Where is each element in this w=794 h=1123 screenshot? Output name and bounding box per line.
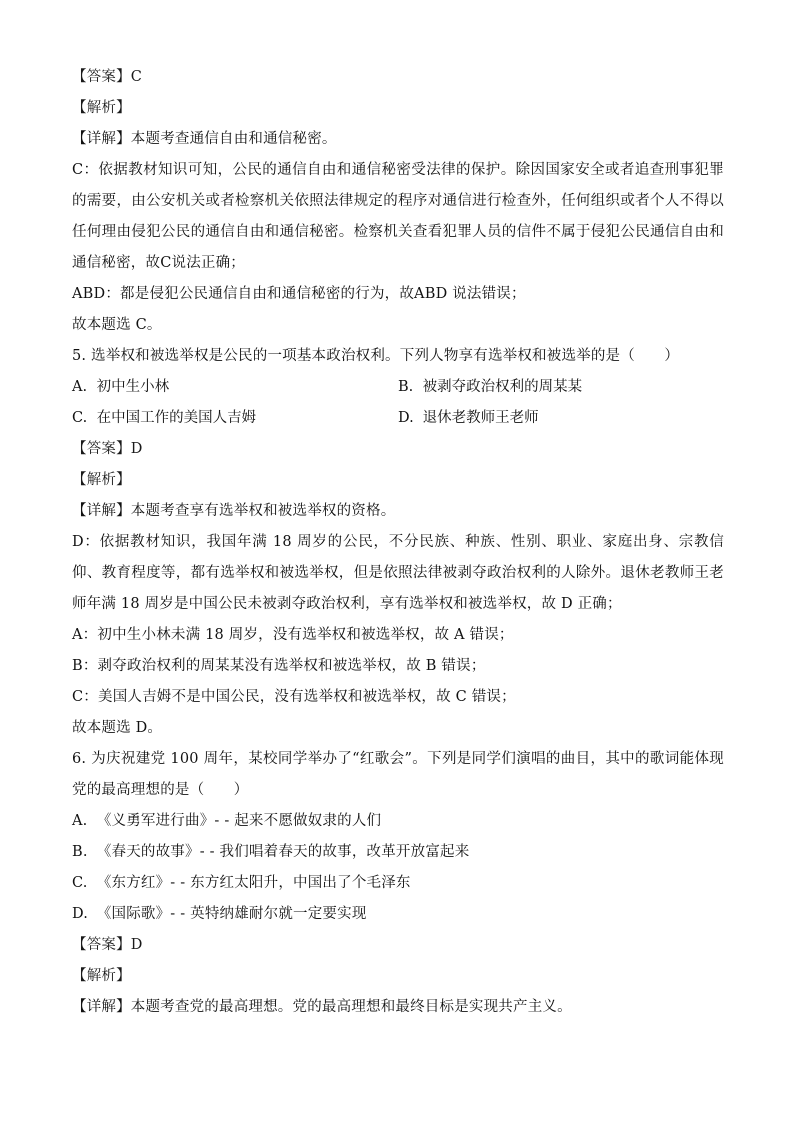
option-letter: D. xyxy=(72,906,89,922)
q6-option-a xyxy=(72,806,724,837)
q6-option-b xyxy=(72,837,724,868)
q6-option-d xyxy=(72,899,724,930)
q5-option-b xyxy=(398,372,724,403)
q6-detail: 【详解】本题考查党的最高理想。党的最高理想和最终目标是实现共产主义。 xyxy=(72,999,572,1015)
q4-analysis-heading: 【解析】 xyxy=(72,100,131,116)
q6-option-c xyxy=(72,868,724,899)
option-text: 《东方红》- - 东方红太阳升，中国出了个毛泽东 xyxy=(96,875,411,891)
q4-detail: 【详解】本题考查通信自由和通信秘密。 xyxy=(72,131,337,147)
q6-analysis-heading: 【解析】 xyxy=(72,968,131,984)
q5-detail: 【详解】本题考查享有选举权和被选举权的资格。 xyxy=(72,503,396,519)
option-text: 《春天的故事》- - 我们唱着春天的故事，改革开放富起来 xyxy=(96,844,470,860)
q5-stem: 5. 选举权和被选举权是公民的一项基本政治权利。下列人物享有选举权和被选举的是（ ） xyxy=(72,348,680,364)
q4-conclusion: 故本题选 C。 xyxy=(72,317,162,333)
q5-option-d xyxy=(398,403,724,434)
q4-answer: 【答案】C xyxy=(72,69,143,85)
option-text: 在中国工作的美国人吉姆 xyxy=(96,410,257,426)
q5-body-4: C：美国人吉姆不是中国公民，没有选举权和被选举权，故 C 错误； xyxy=(72,689,516,705)
q5-analysis-heading: 【解析】 xyxy=(72,472,131,488)
option-letter: D. xyxy=(398,410,414,426)
document-page xyxy=(72,62,724,1023)
q5-answer: 【答案】D xyxy=(72,441,143,457)
option-letter: A. xyxy=(72,379,88,395)
q5-option-c xyxy=(72,403,398,434)
q5-option-a xyxy=(72,372,398,403)
option-letter: A. xyxy=(72,813,88,829)
q5-body-2: A：初中生小林未满 18 周岁，没有选举权和被选举权，故 A 错误； xyxy=(72,627,514,643)
q5-body-3: B：剥夺政治权利的周某某没有选举权和被选举权，故 B 错误； xyxy=(72,658,486,674)
q5-conclusion: 故本题选 D。 xyxy=(72,720,163,736)
option-text: 初中生小林 xyxy=(96,379,170,395)
option-text: 《国际歌》- - 英特纳雄耐尔就一定要实现 xyxy=(96,906,367,922)
option-text: 《义勇军进行曲》- - 起来不愿做奴隶的人们 xyxy=(96,813,382,829)
option-letter: B. xyxy=(398,379,414,395)
q6-stem: 6. 为庆祝建党 100 周年，某校同学举办了“红歌会”。下列是同学们演唱的曲目，其中的歌词能体现党的最高理想的是（ ） xyxy=(72,751,724,798)
option-letter: C. xyxy=(72,875,88,891)
q4-body-2: ABD：都是侵犯公民通信自由和通信秘密的行为，故ABD 说法错误； xyxy=(72,286,526,302)
option-letter: C. xyxy=(72,410,88,426)
q6-answer: 【答案】D xyxy=(72,937,143,953)
option-text: 被剥夺政治权利的周某某 xyxy=(422,379,583,395)
q5-options-row-2 xyxy=(72,403,724,434)
q5-options-row-1 xyxy=(72,372,724,403)
option-text: 退休老教师王老师 xyxy=(422,410,539,426)
option-letter: B. xyxy=(72,844,88,860)
q5-body-1: D：依据教材知识，我国年满 18 周岁的公民，不分民族、种族、性别、职业、家庭出身、宗教信仰、教育程度等，都有选举权和被选举权，但是依照法律被剥夺政治权利的人除外。退休老教师王老师年满 18 周岁是中国公民未被剥夺政治权利，享有选举权和被选举权，故 D 正确； xyxy=(72,534,724,612)
q4-body-1: C：依据教材知识可知，公民的通信自由和通信秘密受法律的保护。除因国家安全或者追查刑事犯罪的需要，由公安机关或者检察机关依照法律规定的程序对通信进行检查外，任何组织或者个人不得以任何理由侵犯公民的通信自由和通信秘密。检察机关查看犯罪人员的信件不属于侵犯公民通信自由和通信秘密，故C说法正确； xyxy=(72,162,724,271)
